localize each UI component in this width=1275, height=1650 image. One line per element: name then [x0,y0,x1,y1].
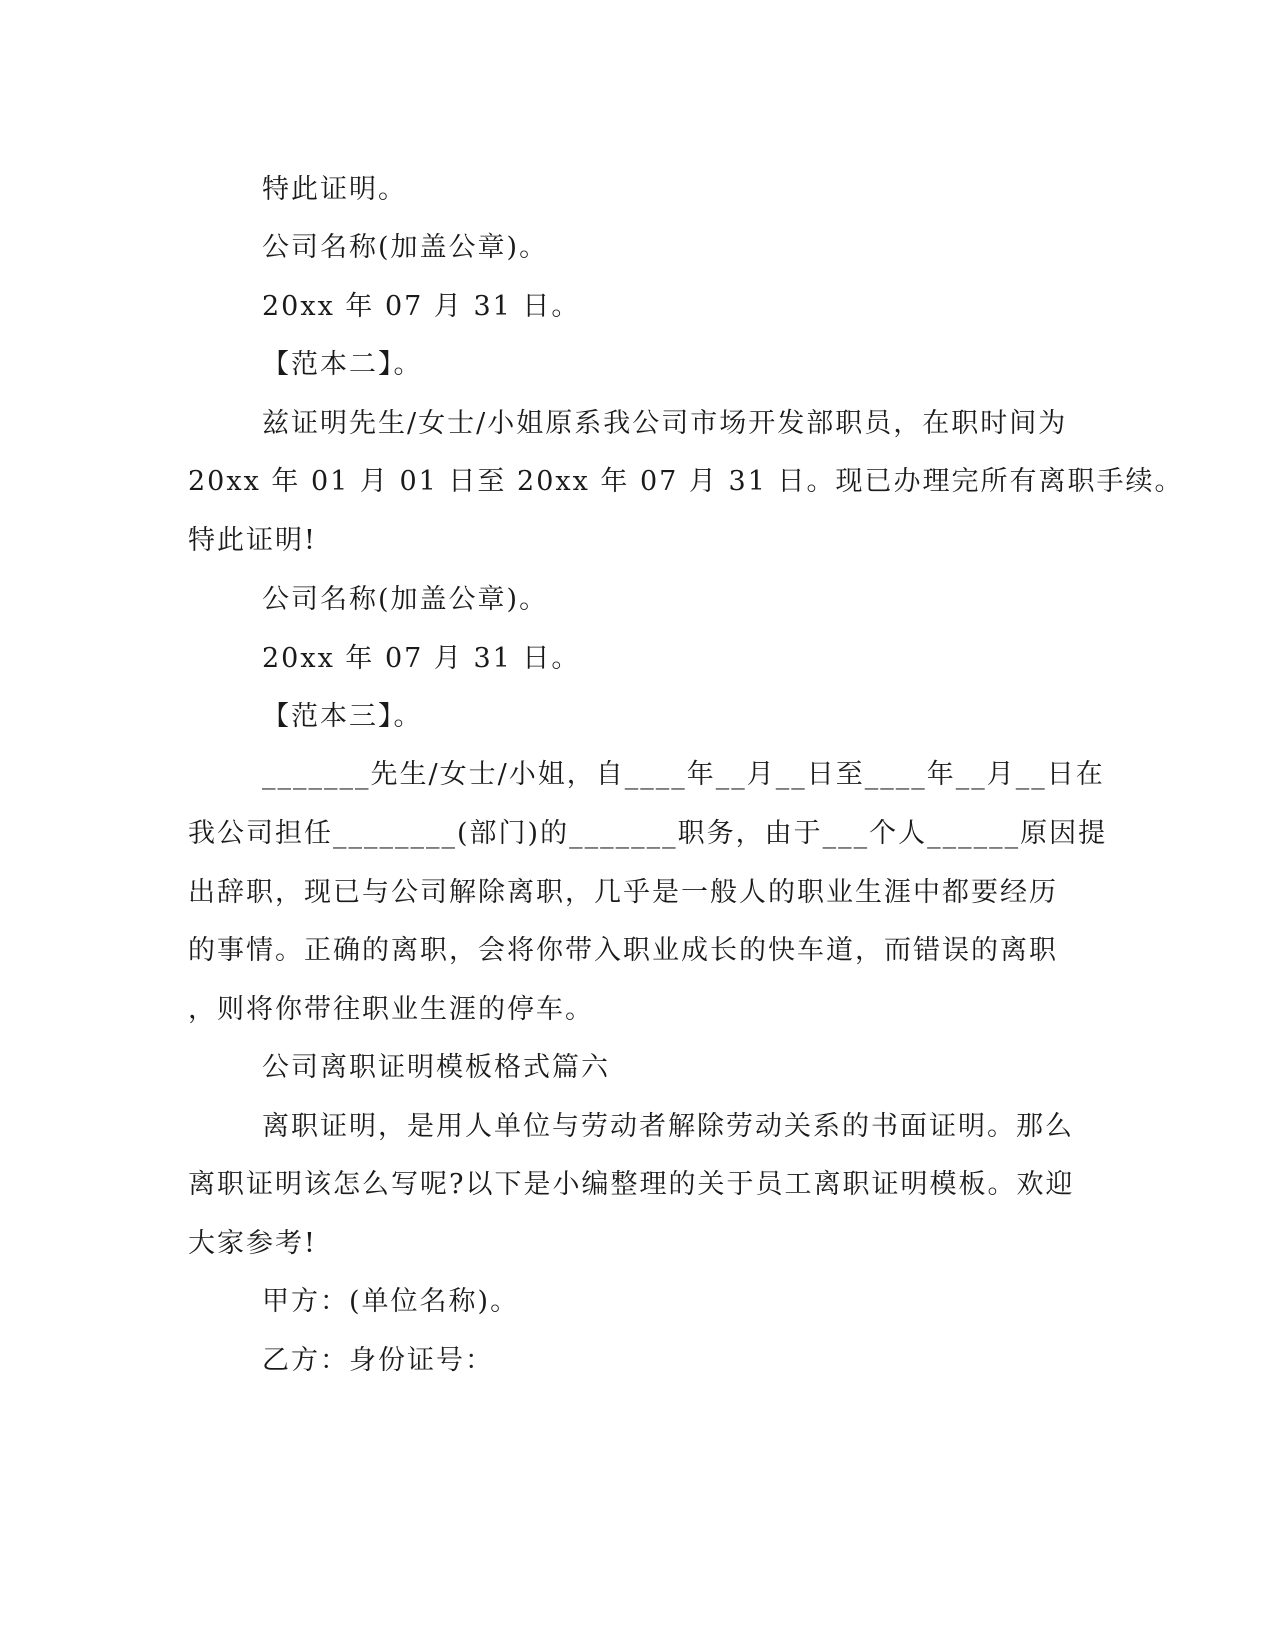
date-line: 20xx 年 07 月 31 日。 [262,291,581,322]
closing-statement: 特此证明。 [262,174,407,205]
date-line: 20xx 年 07 月 31 日。 [262,643,581,674]
company-name-seal: 公司名称(加盖公章)。 [262,232,549,263]
paragraph-line: 兹证明先生/女士/小姐原系我公司市场开发部职员，在职时间为 [262,408,1068,439]
paragraph-line: 离职证明，是用人单位与劳动者解除劳动关系的书面证明。那么 [262,1111,1074,1142]
section-heading-template-2: 【范本二】。 [262,349,423,380]
paragraph-line: 20xx 年 01 月 01 日至 20xx 年 07 月 31 日。现已办理完所有离职手续。 [188,466,1184,497]
party-b-line: 乙方：身份证号： [262,1345,494,1376]
paragraph-line: 我公司担任________(部门)的_______职务，由于___个人______原因提 [188,818,1108,849]
paragraph-line: _______先生/女士/小姐，自____年__月__日至____年__月__日在 [262,759,1105,790]
paragraph-line: ，则将你带往职业生涯的停车。 [188,994,594,1025]
paragraph-line: 特此证明! [188,525,317,556]
party-a-line: 甲方：(单位名称)。 [262,1286,520,1317]
section-heading-part-6: 公司离职证明模板格式篇六 [262,1052,610,1083]
paragraph-line: 大家参考! [188,1228,317,1259]
paragraph-line: 的事情。正确的离职，会将你带入职业成长的快车道，而错误的离职 [188,935,1058,966]
section-heading-template-3: 【范本三】。 [262,701,423,732]
paragraph-line: 出辞职，现已与公司解除离职，几乎是一般人的职业生涯中都要经历 [188,877,1058,908]
paragraph-line: 离职证明该怎么写呢?以下是小编整理的关于员工离职证明模板。欢迎 [188,1169,1075,1200]
company-name-seal: 公司名称(加盖公章)。 [262,584,549,615]
